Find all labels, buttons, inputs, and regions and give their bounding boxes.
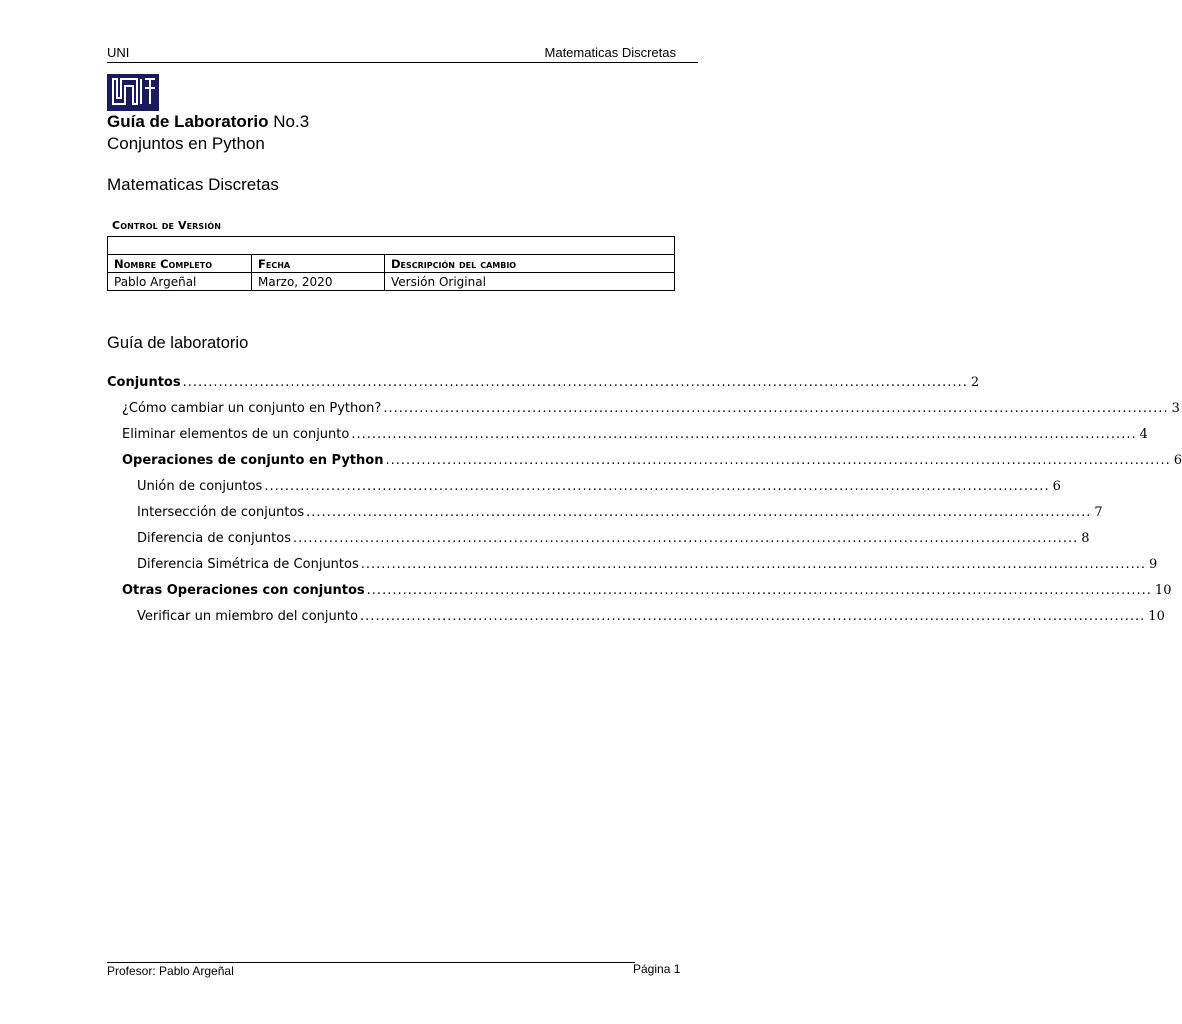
guide-subject: Conjuntos en Python — [107, 134, 265, 153]
col-header-date: Fecha — [252, 255, 385, 273]
table-blank-row — [108, 237, 675, 255]
col-header-name: Nombre Completo — [108, 255, 252, 273]
course-name: Matematicas Discretas — [107, 175, 279, 194]
uni-logo-mark — [107, 74, 159, 111]
toc-entry[interactable]: Diferencia de conjuntos ......................................................................................................................................................... 8 — [137, 531, 1090, 546]
toc-entry[interactable]: Operaciones de conjunto en Python ......................................................................................................................................................... 6 — [122, 453, 1182, 468]
cell-description: Versión Original — [385, 273, 675, 291]
header-right: Matematicas Discretas — [544, 45, 676, 60]
footer-rule — [107, 962, 635, 963]
table-header-row — [108, 255, 675, 273]
toc-entry[interactable]: Eliminar elementos de un conjunto ......................................................................................................................................................... 4 — [122, 427, 1148, 442]
toc-entry[interactable]: Diferencia Simétrica de Conjuntos ......................................................................................................................................................... 9 — [137, 557, 1158, 572]
guide-title — [107, 112, 309, 132]
table-of-contents — [107, 375, 1182, 635]
header-left: UNI — [107, 45, 130, 60]
uni-logo — [107, 74, 159, 111]
toc-entry[interactable]: Intersección de conjuntos ......................................................................................................................................................... 7 — [137, 505, 1103, 520]
version-control-caption: Control de Versión — [112, 219, 222, 232]
guide-title-text: Guía de Laboratorio — [107, 112, 269, 131]
footer-left: Profesor: Pablo Argeñal — [107, 964, 234, 978]
toc-entry[interactable]: Otras Operaciones con conjuntos ......................................................................................................................................................... 10 — [122, 583, 1172, 598]
col-header-description: Descripción del cambio — [385, 255, 675, 273]
cell-date: Marzo, 2020 — [252, 273, 385, 291]
toc-title: Guía de laboratorio — [107, 334, 249, 352]
cell-name: Pablo Argeñal — [108, 273, 252, 291]
page-number: Página 1 — [633, 962, 681, 976]
version-control-table — [107, 236, 675, 291]
toc-entry[interactable]: ¿Cómo cambiar un conjunto en Python? ......................................................................................................................................................... 3 — [122, 401, 1180, 416]
toc-entry[interactable]: Conjuntos ......................................................................................................................................................... 2 — [107, 375, 980, 390]
toc-entry[interactable]: Verificar un miembro del conjunto ......................................................................................................................................................... 10 — [137, 609, 1165, 624]
table-row — [108, 273, 675, 291]
guide-number: No.3 — [273, 112, 310, 131]
header-rule — [107, 62, 698, 63]
toc-entry[interactable]: Unión de conjuntos ......................................................................................................................................................... 6 — [137, 479, 1061, 494]
